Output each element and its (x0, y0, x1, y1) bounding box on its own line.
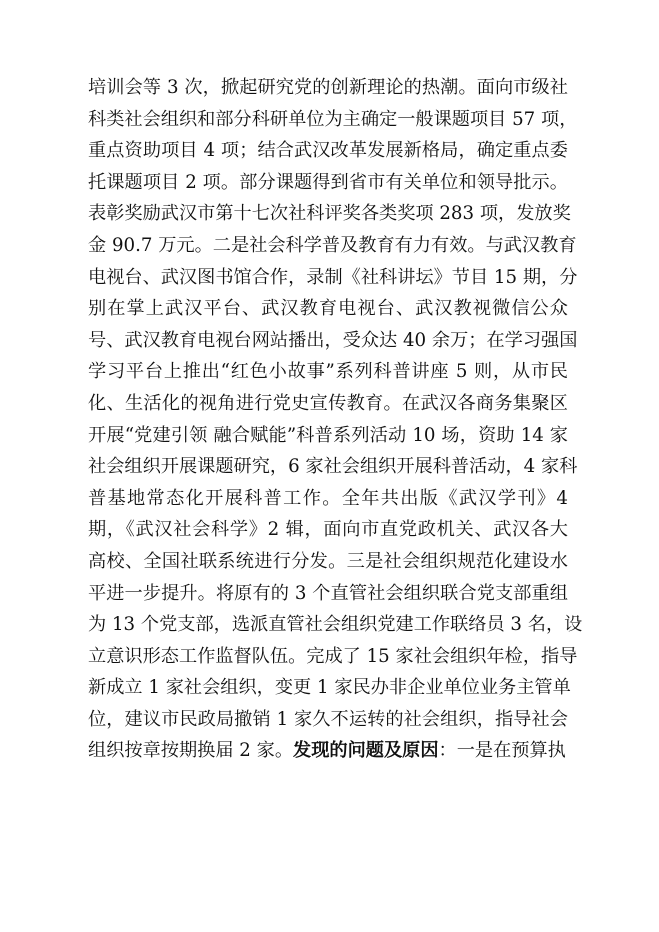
text-line: 开展“党建引领 融合赋能”科普系列活动 10 场，资助 14 家 (88, 424, 568, 446)
text-line: 培训会等 3 次，掀起研究党的创新理论的热潮。面向市级社 (88, 77, 568, 98)
text-line-final (88, 735, 568, 767)
text-line: 为 13 个党支部，选派直管社会组织党建工作联络员 3 名，设 (88, 614, 583, 636)
text-line: 学习平台上推出“红色小故事”系列科普讲座 5 则，从市民 (88, 361, 568, 383)
text-segment: 组织按章按期换届 2 家。 (88, 740, 294, 762)
text-line: 普基地常态化开展科普工作。全年共出版《武汉学刊》4 (88, 487, 568, 509)
text-line: 科类社会组织和部分科研单位为主确定一般课题项目 57 项， (88, 108, 578, 130)
text-segment: ：一是在预算执 (438, 740, 566, 762)
text-line: 金 90.7 万元。二是社会科学普及教育有力有效。与武汉教育 (88, 234, 577, 256)
text-line: 高校、全国社联系统进行分发。三是社会组织规范化建设水 (88, 550, 568, 572)
body-paragraph (88, 72, 583, 767)
text-line: 号、武汉教育电视台网站播出，受众达 40 余万；在学习强国 (88, 329, 578, 351)
text-line: 新成立 1 家社会组织，变更 1 家民办非企业单位业务主管单 (88, 677, 571, 699)
text-line: 社会组织开展课题研究，6 家社会组织开展科普活动，4 家科 (88, 456, 578, 478)
text-line: 电视台、武汉图书馆合作，录制《社科讲坛》节目 15 期，分 (88, 266, 578, 288)
section-heading-problems: 发现的问题及原因 (293, 740, 439, 762)
text-line: 表彰奖励武汉市第十七次社科评奖各类奖项 283 项，发放奖 (88, 203, 571, 225)
text-line: 期，《武汉社会科学》2 辑，面向市直党政机关、武汉各大 (88, 519, 568, 541)
text-line: 托课题项目 2 项。部分课题得到省市有关单位和领导批示。 (88, 171, 568, 193)
text-line: 位，建议市民政局撤销 1 家久不运转的社会组织，指导社会 (88, 708, 568, 730)
text-line: 重点资助项目 4 项；结合武汉改革发展新格局，确定重点委 (88, 140, 568, 162)
text-line: 化、生活化的视角进行党史宣传教育。在武汉各商务集聚区 (88, 392, 568, 414)
text-line: 别在掌上武汉平台、武汉教育电视台、武汉教视微信公众 (88, 298, 568, 320)
text-line: 立意识形态工作监督队伍。完成了 15 家社会组织年检，指导 (88, 645, 578, 667)
text-line: 平进一步提升。将原有的 3 个直管社会组织联合党支部重组 (88, 582, 568, 604)
